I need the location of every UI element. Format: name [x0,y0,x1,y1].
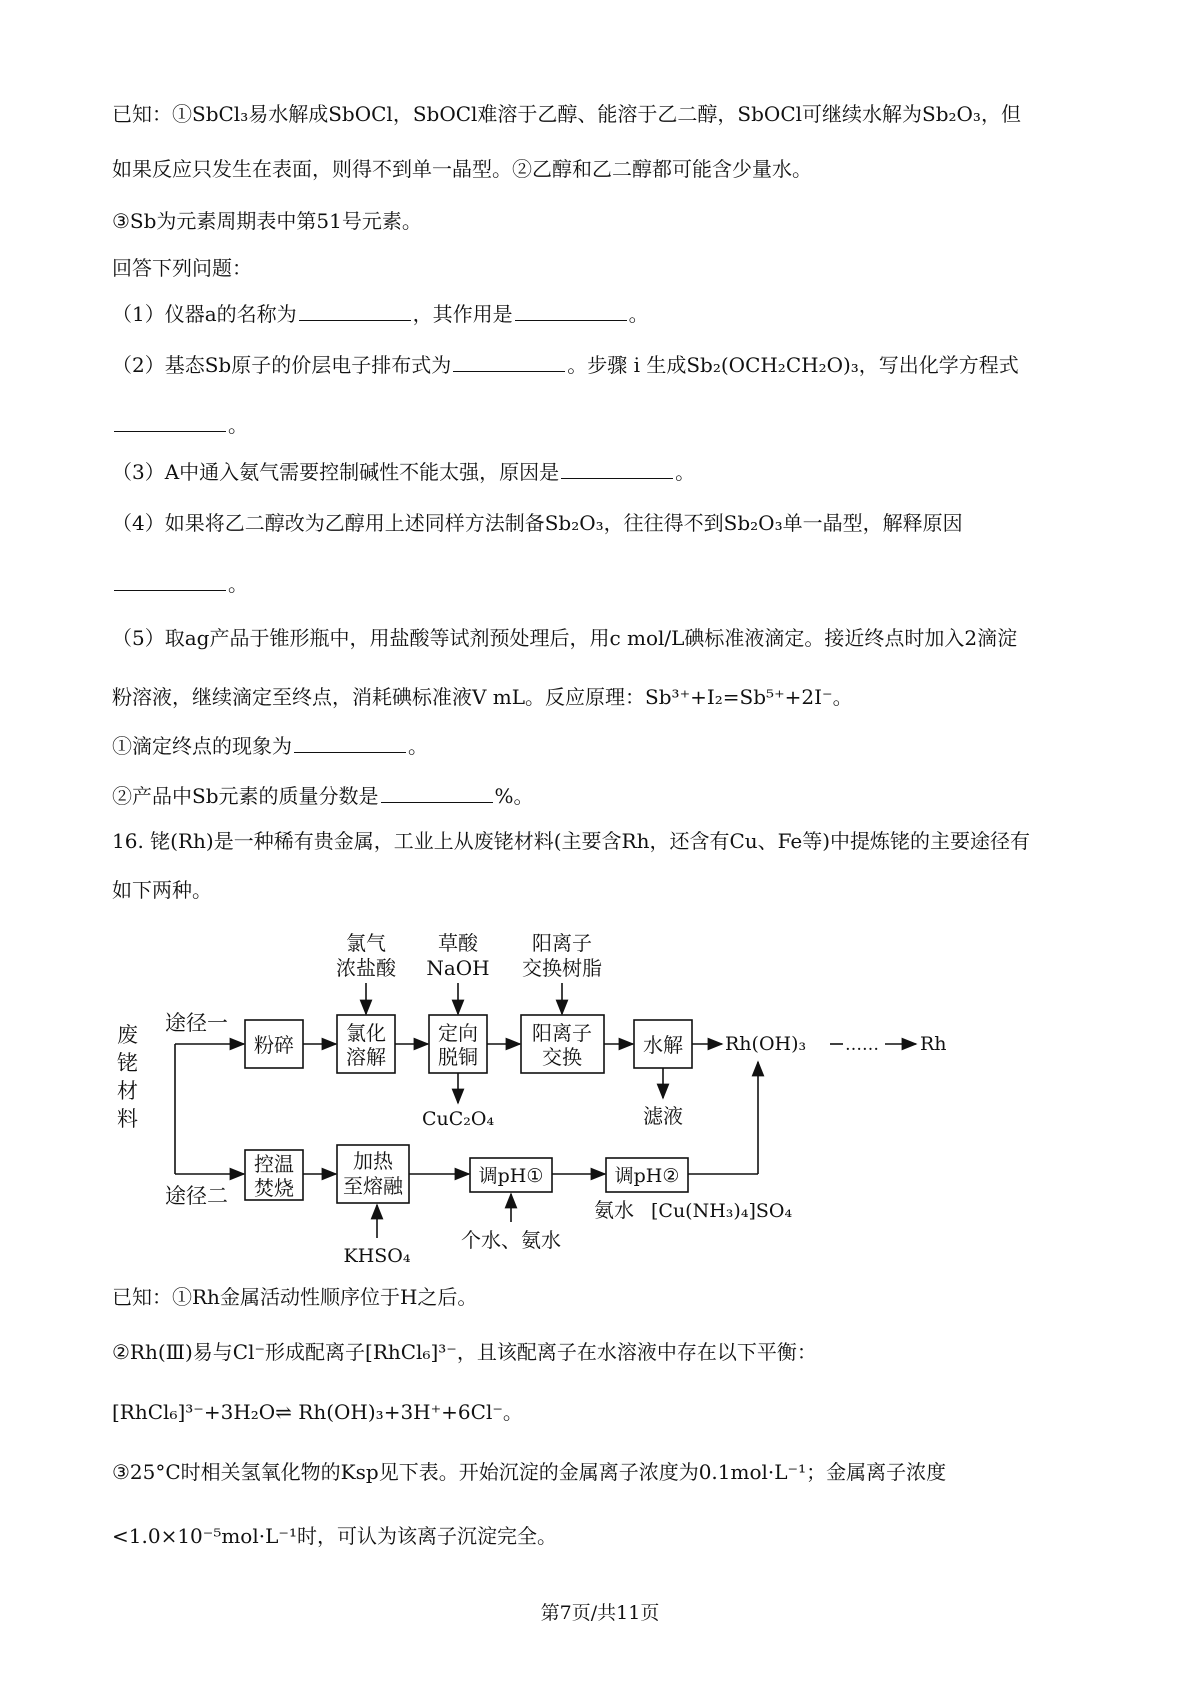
question-4: （4）如果将乙二醇改为乙醇用上述同样方法制备Sb₂O₃，往往得不到Sb₂O₃单一晶型，解释原因 [112,511,963,535]
reagent-khso4: KHSO₄ [343,1245,411,1267]
reagent-ammonia: 氨水 [594,1198,634,1222]
q5-sub1-end: 。 [408,734,428,758]
question-5-line-2: 粉溶液，继续滴定至终点，消耗碘标准液V mL。反应原理：Sb³⁺+I₂=Sb⁵⁺+2I⁻。 [112,685,853,709]
reagent-chlorine: 氯气 [346,931,386,955]
reagent-water-ammonia: 个水、氨水 [461,1228,561,1252]
source-char-1: 废 [117,1023,138,1047]
reagent-cation: 阳离子 [532,931,592,955]
q2-text-c: 。 [228,413,248,437]
reagent-hcl: 浓盐酸 [336,956,396,980]
box-hydrolysis: 水解 [643,1033,683,1057]
questions-intro: 回答下列问题： [112,256,252,280]
known2-line-2: ②Rh(Ⅲ)易与Cl⁻形成配离子[RhCl₆]³⁻，且该配离子在水溶液中存在以下平衡： [112,1340,817,1364]
box-chlorinate-1: 氯化 [346,1021,386,1045]
product-cu-complex: [Cu(NH₃)₄]SO₄ [651,1200,793,1222]
source-char-2: 铑 [117,1051,138,1075]
q5-sub1-text: ①滴定终点的现象为 [112,734,292,758]
box-decopper-2: 脱铜 [438,1045,478,1069]
route-2-label: 途径二 [165,1184,228,1208]
q2-text-b: 。步骤 i 生成Sb₂(OCH₂CH₂O)₃，写出化学方程式 [567,353,1019,377]
source-char-4: 料 [117,1107,138,1131]
page-footer: 第7页/共11页 [540,1602,660,1624]
question-5-line-1: （5）取ag产品于锥形瓶中，用盐酸等试剂预处理后，用c mol/L碘标准液滴定。接近终点时加入2滴淀 [112,626,1018,650]
q1-text-a: （1）仪器a的名称为 [112,302,297,326]
q4-text-b: 。 [228,572,248,596]
box-ph-2: 调pH② [614,1165,680,1187]
box-melt-1: 加热 [353,1149,393,1173]
reagent-naoh: NaOH [426,956,490,980]
box-exchange-1: 阳离子 [532,1021,592,1045]
known-line-1: 已知：①SbCl₃易水解成SbOCl，SbOCl难溶于乙醇、能溶于乙二醇，SbOCl可继续水解为Sb₂O₃，但 [112,102,1021,126]
q2-text-a: （2）基态Sb原子的价层电子排布式为 [112,353,452,377]
route-1-label: 途径一 [165,1011,228,1035]
box-melt-2: 至熔融 [343,1174,403,1198]
q3-text-a: （3）A中通入氨气需要控制碱性不能太强，原因是 [112,460,560,484]
box-chlorinate-2: 溶解 [346,1045,386,1069]
filtrate-label: 滤液 [643,1104,683,1128]
box-roast-1: 控温 [254,1152,294,1176]
box-decopper-1: 定向 [438,1021,478,1045]
q1-text-b: ，其作用是 [412,302,513,326]
rhoh3-label: Rh(OH)₃ [725,1033,807,1055]
source-char-3: 材 [117,1079,138,1103]
box-ph-1: 调pH① [478,1165,544,1187]
q1-text-c: 。 [628,302,649,326]
known2-line-1: 已知：①Rh金属活动性顺序位于H之后。 [112,1285,478,1309]
question-16-line-2: 如下两种。 [112,878,212,902]
known-line-2: 如果反应只发生在表面，则得不到单一晶型。②乙醇和乙二醇都可能含少量水。 [112,157,812,181]
dots-label: …… [845,1035,879,1055]
rh-label: Rh [920,1033,947,1055]
question-16-line-1: 16. 铑(Rh)是一种稀有贵金属，工业上从废铑材料(主要含Rh，还含有Cu、Fe等)中提炼铑的主要途径有 [112,829,1031,853]
box-crush: 粉碎 [254,1033,294,1057]
box-roast-2: 焚烧 [254,1176,294,1200]
reagent-oxalic: 草酸 [438,931,478,955]
known2-line-4: ③25°C时相关氢氧化物的Ksp见下表。开始沉淀的金属离子浓度为0.1mol·L⁻¹；金属离子浓度 [112,1460,947,1484]
known2-equilibrium: [RhCl₆]³⁻+3H₂O⇌ Rh(OH)₃+3H⁺+6Cl⁻。 [112,1400,523,1424]
product-cuc2o4: CuC₂O₄ [421,1108,495,1130]
known2-line-5: <1.0×10⁻⁵mol·L⁻¹时，可认为该离子沉淀完全。 [112,1524,557,1548]
q5-sub2-end: %。 [494,784,534,808]
known-line-3: ③Sb为元素周期表中第51号元素。 [112,209,422,233]
box-exchange-2: 交换 [542,1045,582,1069]
q3-text-b: 。 [675,460,696,484]
reagent-resin: 交换树脂 [522,956,602,980]
q5-sub2-text: ②产品中Sb元素的质量分数是 [112,784,379,808]
